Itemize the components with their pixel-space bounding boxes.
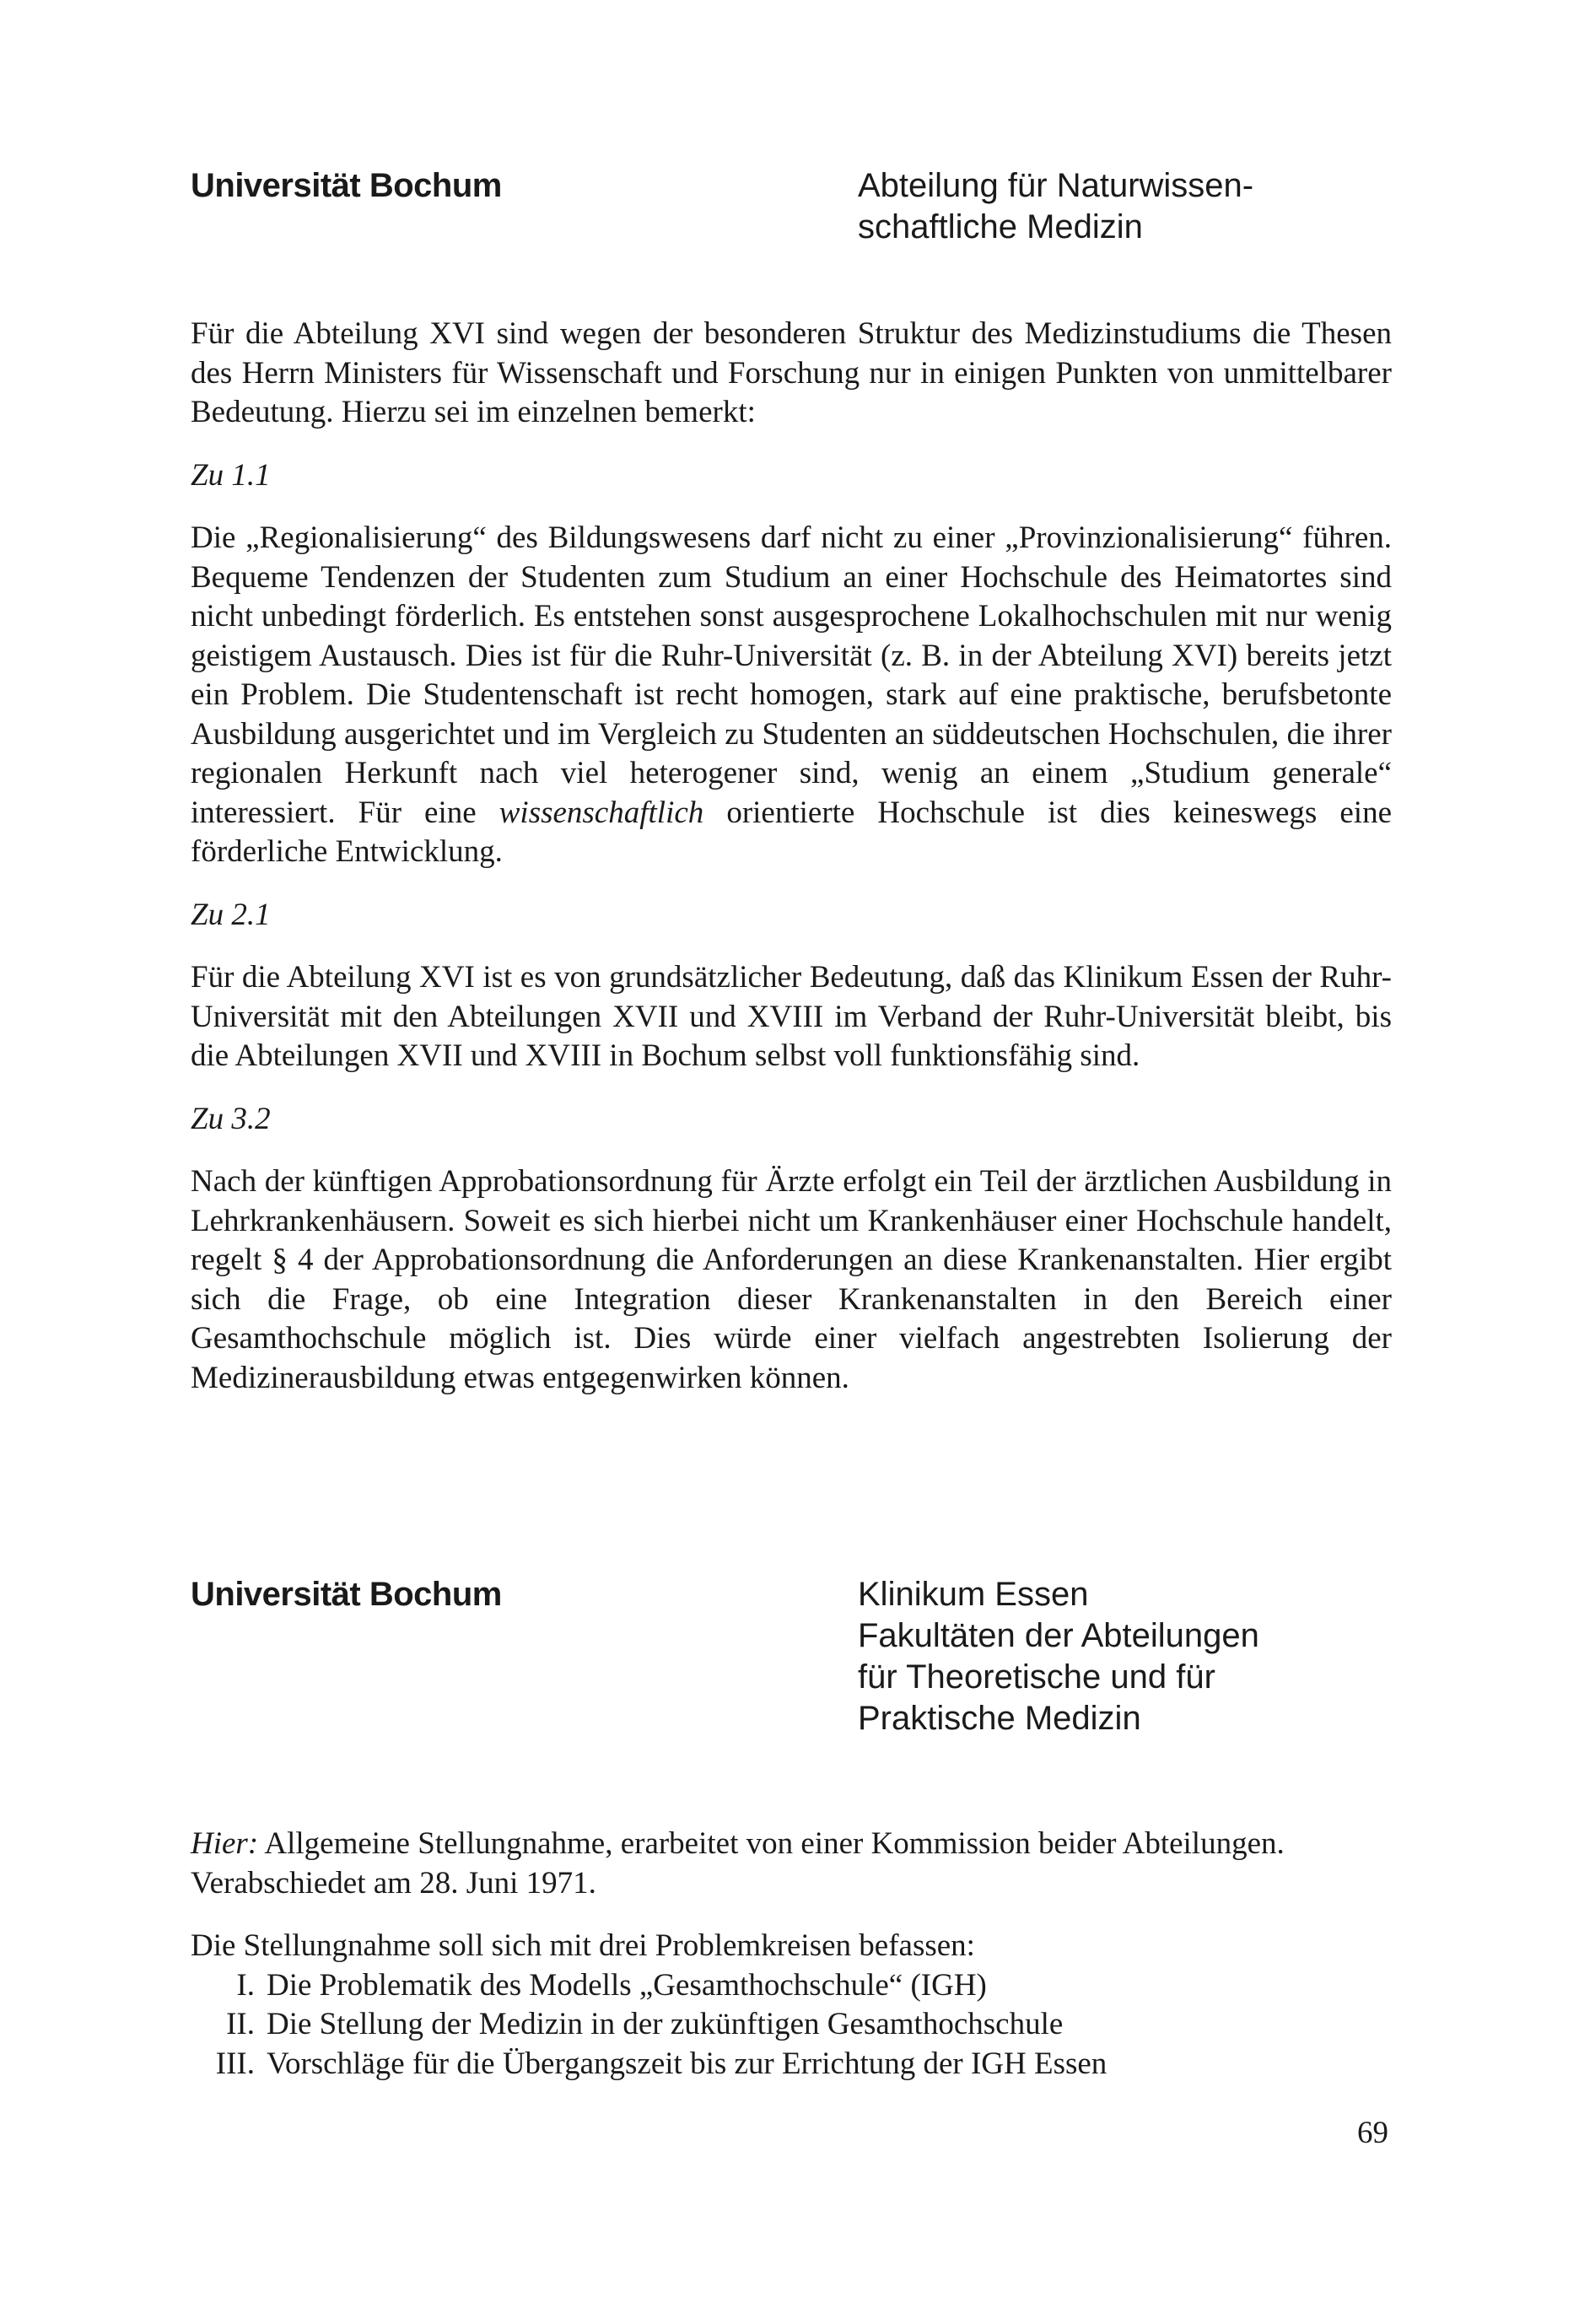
section2-left-heading: Universität Bochum [191, 1576, 502, 1613]
section2-body [191, 1825, 1392, 2084]
subsection-heading-3-2 [191, 1100, 1392, 1140]
list-item-text: Vorschläge für die Übergangszeit bis zur Errichtung der IGH Essen [267, 2046, 1107, 2081]
section1-right-heading-line: Abteilung für Naturwissen- [858, 167, 1254, 204]
list-item-number: I. [236, 1967, 255, 2003]
page-number: 69 [1357, 2116, 1388, 2150]
hier-text: Allgemeine Stellungnahme, erarbeitet von einer Kommission beider Abteilungen. [264, 1826, 1285, 1861]
subsection-heading-2-1 [191, 896, 1392, 936]
list-item-text: Die Stellung der Medizin in der zukünftigen Gesamthochschule [267, 2007, 1064, 2041]
subsection-1-1-text [191, 519, 1392, 872]
subsection-1-1-text-part: orientierte Hochschule ist dies keineswegs eine förderliche Entwicklung. [191, 795, 1392, 869]
list-item-text: Die Problematik des Modells „Gesamthochschule“ (IGH) [267, 1967, 987, 2003]
section2-right-heading-line: Fakultäten der Abteilungen [858, 1617, 1259, 1654]
subsection-number: 3.2 [231, 1101, 271, 1136]
section1-right-heading [858, 165, 1253, 248]
emphasis-wissenschaftlich: wissenschaftlich [498, 795, 704, 830]
subsection-label: Zu [191, 1101, 224, 1136]
section1-intro: Für die Abteilung XVI sind wegen der besonderen Struktur des Medizinstudiums die Thesen des Herrn Ministers für Wissenschaft und Forschung nur in einigen Punkten von unmittelbarer Bedeutung. Hierzu sei im einzelnen bemerkt: [191, 316, 1392, 429]
subsection-label: Zu [191, 897, 224, 932]
hier-paragraph [191, 1825, 1392, 1864]
section1-body [191, 315, 1392, 1398]
subsection-label: Zu [191, 457, 224, 493]
section2-right-heading-line: Praktische Medizin [858, 1700, 1141, 1737]
list-item-number: III. [215, 2046, 255, 2081]
list-item [191, 2045, 1392, 2084]
list-intro: Die Stellungnahme soll sich mit drei Problemkreisen befassen: [191, 1928, 975, 1963]
subsection-heading-1-1 [191, 456, 1392, 496]
section2-right-heading-line: Klinikum Essen [858, 1576, 1089, 1613]
problem-list [191, 1966, 1392, 2084]
list-item [191, 2005, 1392, 2045]
section1-left-heading: Universität Bochum [191, 167, 502, 204]
list-item-number: II. [226, 2007, 255, 2041]
hier-label: Hier: [191, 1826, 259, 1861]
adopted-date: Verabschiedet am 28. Juni 1971. [191, 1865, 596, 1901]
list-item [191, 1966, 1392, 2006]
subsection-number: 2.1 [231, 897, 271, 932]
section1-right-heading-line: schaftliche Medizin [858, 208, 1143, 245]
section2-right-heading [858, 1574, 1259, 1739]
subsection-1-1-text-part: Die „Regionalisierung“ des Bildungswesens darf nicht zu einer „Provinzionalisierung“ führen. Bequeme Tendenzen der Studenten zum Studium an einer Hochschule des Heimatortes sind nicht unbedingt förderlich. Es entstehen sonst ausgesprochene Lokalhochschulen mit nur wenig geistigem Austausch. Dies ist für die Ruhr-Universität (z. B. in der Abteilung XVI) bereits jetzt ein Problem. Die Studentenschaft ist recht homogen, stark auf eine praktische, berufsbetonte Ausbildung ausgerichtet und im Vergleich zu Studenten an süddeutschen Hochschulen, die ihrer regionalen Herkunft nach viel heterogener sind, wenig an einem „Studium generale“ interessiert. Für eine [191, 520, 1392, 830]
subsection-number: 1.1 [231, 457, 271, 493]
section2-right-heading-line: für Theoretische und für [858, 1658, 1215, 1696]
subsection-2-1-text: Für die Abteilung XVI ist es von grundsätzlicher Bedeutung, daß das Klinikum Essen der Ruhr-Universität mit den Abteilungen XVII und XVIII im Verband der Ruhr-Universität bleibt, bis die Abteilungen XVII und XVIII in Bochum selbst voll funktionsfähig sind. [191, 960, 1392, 1073]
subsection-3-2-text: Nach der künftigen Approbationsordnung für Ärzte erfolgt ein Teil der ärztlichen Ausbildung in Lehrkrankenhäusern. Soweit es sich hierbei nicht um Krankenhäuser einer Hochschule handelt, regelt § 4 der Approbationsordnung die Anforderungen an diese Krankenanstalten. Hier ergibt sich die Frage, ob eine Integration dieser Krankenanstalten in den Bereich einer Gesamthochschule möglich ist. Dies würde einer vielfach angestrebten Isolierung der Medizinerausbildung etwas entgegenwirken können. [191, 1164, 1392, 1395]
